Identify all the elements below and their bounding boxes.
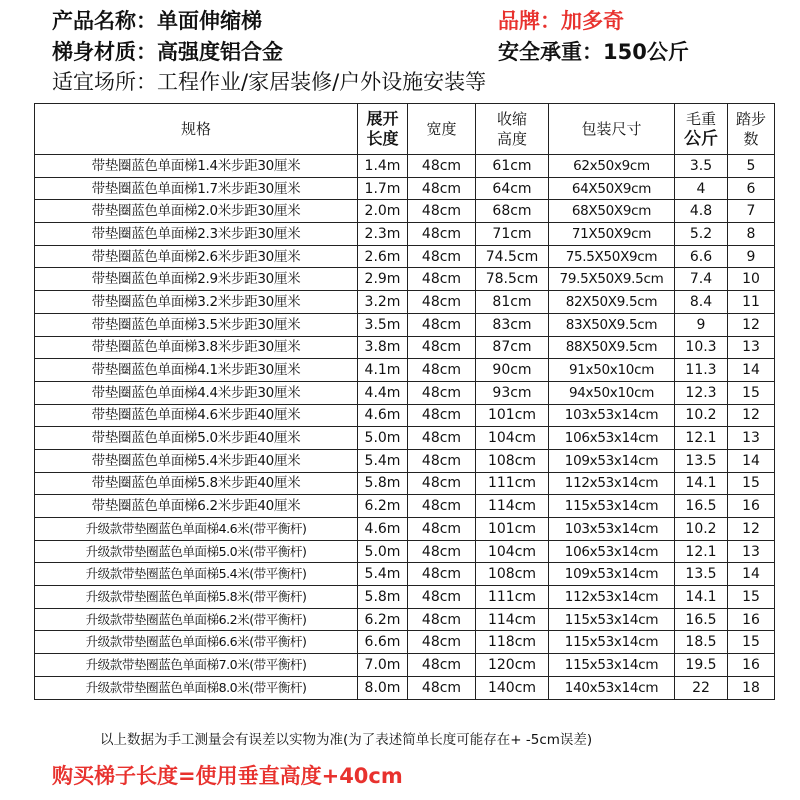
- header-steps: 踏步 数: [728, 104, 775, 155]
- cell-retracted-height: 78.5cm: [476, 268, 549, 291]
- cell-retracted-height: 71cm: [476, 223, 549, 246]
- cell-package-size: 82X50X9.5cm: [549, 291, 675, 314]
- cell-package-size: 106x53x14cm: [549, 427, 675, 450]
- cell-package-size: 140x53x14cm: [549, 676, 675, 699]
- cell-width: 48cm: [408, 268, 476, 291]
- cell-extended-length: 3.8m: [358, 336, 408, 359]
- cell-package-size: 79.5X50X9.5cm: [549, 268, 675, 291]
- table-row: [35, 540, 775, 563]
- cell-steps: 13: [728, 540, 775, 563]
- cell-steps: 16: [728, 654, 775, 677]
- cell-package-size: 115x53x14cm: [549, 654, 675, 677]
- cell-gross-weight: 3.5: [675, 155, 728, 178]
- table-row: [35, 472, 775, 495]
- cell-width: 48cm: [408, 563, 476, 586]
- cell-spec: 带垫圈蓝色单面梯5.0米步距40厘米: [35, 427, 358, 450]
- table-row: [35, 404, 775, 427]
- cell-spec: 带垫圈蓝色单面梯5.8米步距40厘米: [35, 472, 358, 495]
- cell-steps: 16: [728, 495, 775, 518]
- cell-steps: 15: [728, 381, 775, 404]
- cell-gross-weight: 10.2: [675, 404, 728, 427]
- cell-extended-length: 4.6m: [358, 404, 408, 427]
- cell-spec: 带垫圈蓝色单面梯3.2米步距30厘米: [35, 291, 358, 314]
- cell-gross-weight: 9: [675, 313, 728, 336]
- table-header-row: [35, 104, 775, 155]
- cell-width: 48cm: [408, 449, 476, 472]
- cell-extended-length: 6.6m: [358, 631, 408, 654]
- cell-spec: 升级款带垫圈蓝色单面梯5.4米(带平衡杆): [35, 563, 358, 586]
- cell-extended-length: 3.5m: [358, 313, 408, 336]
- cell-spec: 升级款带垫圈蓝色单面梯7.0米(带平衡杆): [35, 654, 358, 677]
- table-row: [35, 359, 775, 382]
- cell-steps: 5: [728, 155, 775, 178]
- cell-retracted-height: 114cm: [476, 495, 549, 518]
- cell-gross-weight: 11.3: [675, 359, 728, 382]
- cell-retracted-height: 87cm: [476, 336, 549, 359]
- cell-gross-weight: 18.5: [675, 631, 728, 654]
- cell-extended-length: 4.1m: [358, 359, 408, 382]
- buying-tip: 购买梯子长度=使用垂直高度+40cm: [52, 764, 403, 788]
- cell-width: 48cm: [408, 586, 476, 609]
- cell-retracted-height: 140cm: [476, 676, 549, 699]
- cell-spec: 带垫圈蓝色单面梯1.7米步距30厘米: [35, 177, 358, 200]
- cell-gross-weight: 5.2: [675, 223, 728, 246]
- cell-width: 48cm: [408, 223, 476, 246]
- cell-extended-length: 6.2m: [358, 608, 408, 631]
- cell-package-size: 64X50X9cm: [549, 177, 675, 200]
- cell-steps: 14: [728, 563, 775, 586]
- table-row: [35, 381, 775, 404]
- cell-steps: 7: [728, 200, 775, 223]
- table-row: [35, 336, 775, 359]
- cell-gross-weight: 16.5: [675, 495, 728, 518]
- usage-scenarios: 适宜场所：工程作业/家居装修/户外设施安装等: [52, 70, 487, 94]
- cell-package-size: 115x53x14cm: [549, 631, 675, 654]
- cell-extended-length: 5.0m: [358, 540, 408, 563]
- table-row: [35, 291, 775, 314]
- cell-package-size: 103x53x14cm: [549, 404, 675, 427]
- cell-gross-weight: 22: [675, 676, 728, 699]
- cell-width: 48cm: [408, 313, 476, 336]
- cell-steps: 15: [728, 586, 775, 609]
- table-row: [35, 563, 775, 586]
- cell-retracted-height: 83cm: [476, 313, 549, 336]
- cell-retracted-height: 108cm: [476, 563, 549, 586]
- cell-width: 48cm: [408, 245, 476, 268]
- cell-steps: 11: [728, 291, 775, 314]
- cell-spec: 带垫圈蓝色单面梯3.5米步距30厘米: [35, 313, 358, 336]
- cell-retracted-height: 101cm: [476, 404, 549, 427]
- table-row: [35, 223, 775, 246]
- cell-gross-weight: 12.1: [675, 427, 728, 450]
- cell-width: 48cm: [408, 608, 476, 631]
- cell-gross-weight: 14.1: [675, 586, 728, 609]
- load-capacity: 安全承重：150公斤: [498, 40, 689, 64]
- table-row: [35, 155, 775, 178]
- table-row: [35, 245, 775, 268]
- cell-spec: 带垫圈蓝色单面梯1.4米步距30厘米: [35, 155, 358, 178]
- header-spec: 规格: [35, 104, 358, 155]
- cell-steps: 13: [728, 427, 775, 450]
- header-extended-length: 展开 长度: [358, 104, 408, 155]
- cell-steps: 13: [728, 336, 775, 359]
- table-row: [35, 518, 775, 541]
- cell-package-size: 94x50x10cm: [549, 381, 675, 404]
- table-row: [35, 586, 775, 609]
- table-row: [35, 313, 775, 336]
- cell-steps: 18: [728, 676, 775, 699]
- table-row: [35, 268, 775, 291]
- brand: 品牌：加多奇: [498, 9, 624, 33]
- cell-package-size: 115x53x14cm: [549, 608, 675, 631]
- cell-spec: 带垫圈蓝色单面梯2.6米步距30厘米: [35, 245, 358, 268]
- cell-width: 48cm: [408, 472, 476, 495]
- table-row: [35, 427, 775, 450]
- cell-retracted-height: 111cm: [476, 472, 549, 495]
- cell-gross-weight: 4: [675, 177, 728, 200]
- header-package-size: 包装尺寸: [549, 104, 675, 155]
- cell-extended-length: 8.0m: [358, 676, 408, 699]
- cell-spec: 带垫圈蓝色单面梯4.6米步距40厘米: [35, 404, 358, 427]
- cell-extended-length: 5.0m: [358, 427, 408, 450]
- table-row: [35, 200, 775, 223]
- cell-retracted-height: 104cm: [476, 540, 549, 563]
- table-row: [35, 654, 775, 677]
- cell-package-size: 68X50X9cm: [549, 200, 675, 223]
- cell-spec: 升级款带垫圈蓝色单面梯5.0米(带平衡杆): [35, 540, 358, 563]
- cell-spec: 带垫圈蓝色单面梯5.4米步距40厘米: [35, 449, 358, 472]
- cell-steps: 12: [728, 518, 775, 541]
- cell-spec: 升级款带垫圈蓝色单面梯6.2米(带平衡杆): [35, 608, 358, 631]
- cell-gross-weight: 8.4: [675, 291, 728, 314]
- cell-gross-weight: 10.3: [675, 336, 728, 359]
- cell-extended-length: 6.2m: [358, 495, 408, 518]
- cell-gross-weight: 6.6: [675, 245, 728, 268]
- cell-retracted-height: 101cm: [476, 518, 549, 541]
- cell-package-size: 103x53x14cm: [549, 518, 675, 541]
- cell-spec: 带垫圈蓝色单面梯6.2米步距40厘米: [35, 495, 358, 518]
- table-row: [35, 631, 775, 654]
- cell-steps: 8: [728, 223, 775, 246]
- cell-package-size: 62x50x9cm: [549, 155, 675, 178]
- cell-spec: 升级款带垫圈蓝色单面梯6.6米(带平衡杆): [35, 631, 358, 654]
- cell-package-size: 71X50X9cm: [549, 223, 675, 246]
- cell-extended-length: 2.9m: [358, 268, 408, 291]
- cell-gross-weight: 4.8: [675, 200, 728, 223]
- cell-extended-length: 5.4m: [358, 563, 408, 586]
- cell-package-size: 112x53x14cm: [549, 586, 675, 609]
- cell-gross-weight: 10.2: [675, 518, 728, 541]
- material: 梯身材质：高强度铝合金: [52, 40, 283, 64]
- cell-extended-length: 7.0m: [358, 654, 408, 677]
- cell-steps: 9: [728, 245, 775, 268]
- cell-gross-weight: 13.5: [675, 563, 728, 586]
- cell-package-size: 115x53x14cm: [549, 495, 675, 518]
- cell-gross-weight: 19.5: [675, 654, 728, 677]
- cell-extended-length: 5.8m: [358, 472, 408, 495]
- cell-steps: 6: [728, 177, 775, 200]
- cell-steps: 15: [728, 631, 775, 654]
- cell-spec: 带垫圈蓝色单面梯2.3米步距30厘米: [35, 223, 358, 246]
- cell-width: 48cm: [408, 177, 476, 200]
- table-row: [35, 449, 775, 472]
- cell-retracted-height: 104cm: [476, 427, 549, 450]
- cell-retracted-height: 81cm: [476, 291, 549, 314]
- cell-width: 48cm: [408, 200, 476, 223]
- cell-width: 48cm: [408, 495, 476, 518]
- cell-width: 48cm: [408, 631, 476, 654]
- cell-width: 48cm: [408, 381, 476, 404]
- cell-width: 48cm: [408, 518, 476, 541]
- cell-extended-length: 2.6m: [358, 245, 408, 268]
- cell-retracted-height: 61cm: [476, 155, 549, 178]
- cell-gross-weight: 12.1: [675, 540, 728, 563]
- cell-steps: 12: [728, 313, 775, 336]
- table-body: [35, 155, 775, 700]
- cell-retracted-height: 120cm: [476, 654, 549, 677]
- cell-extended-length: 4.4m: [358, 381, 408, 404]
- cell-retracted-height: 68cm: [476, 200, 549, 223]
- cell-spec: 带垫圈蓝色单面梯2.0米步距30厘米: [35, 200, 358, 223]
- cell-gross-weight: 12.3: [675, 381, 728, 404]
- cell-extended-length: 2.0m: [358, 200, 408, 223]
- cell-extended-length: 2.3m: [358, 223, 408, 246]
- cell-package-size: 88X50X9.5cm: [549, 336, 675, 359]
- cell-width: 48cm: [408, 676, 476, 699]
- cell-gross-weight: 14.1: [675, 472, 728, 495]
- cell-retracted-height: 111cm: [476, 586, 549, 609]
- cell-width: 48cm: [408, 427, 476, 450]
- cell-extended-length: 1.4m: [358, 155, 408, 178]
- table-row: [35, 608, 775, 631]
- cell-width: 48cm: [408, 336, 476, 359]
- cell-package-size: 112x53x14cm: [549, 472, 675, 495]
- product-name: 产品名称：单面伸缩梯: [52, 9, 262, 33]
- cell-package-size: 75.5X50X9cm: [549, 245, 675, 268]
- measurement-note: 以上数据为手工测量会有误差以实物为准(为了表述简单长度可能存在+ -5cm误差): [100, 732, 593, 748]
- cell-spec: 带垫圈蓝色单面梯4.4米步距30厘米: [35, 381, 358, 404]
- cell-retracted-height: 93cm: [476, 381, 549, 404]
- table-row: [35, 676, 775, 699]
- header-retracted-height: 收缩 高度: [476, 104, 549, 155]
- cell-steps: 16: [728, 608, 775, 631]
- cell-package-size: 109x53x14cm: [549, 449, 675, 472]
- cell-steps: 14: [728, 359, 775, 382]
- cell-spec: 带垫圈蓝色单面梯2.9米步距30厘米: [35, 268, 358, 291]
- header-gross-weight: 毛重 公斤: [675, 104, 728, 155]
- cell-spec: 升级款带垫圈蓝色单面梯8.0米(带平衡杆): [35, 676, 358, 699]
- cell-steps: 15: [728, 472, 775, 495]
- cell-steps: 10: [728, 268, 775, 291]
- cell-retracted-height: 114cm: [476, 608, 549, 631]
- cell-extended-length: 5.8m: [358, 586, 408, 609]
- cell-retracted-height: 90cm: [476, 359, 549, 382]
- cell-package-size: 109x53x14cm: [549, 563, 675, 586]
- cell-retracted-height: 108cm: [476, 449, 549, 472]
- cell-steps: 12: [728, 404, 775, 427]
- cell-extended-length: 4.6m: [358, 518, 408, 541]
- cell-width: 48cm: [408, 359, 476, 382]
- cell-retracted-height: 64cm: [476, 177, 549, 200]
- cell-steps: 14: [728, 449, 775, 472]
- table-row: [35, 495, 775, 518]
- cell-retracted-height: 118cm: [476, 631, 549, 654]
- cell-width: 48cm: [408, 540, 476, 563]
- cell-width: 48cm: [408, 404, 476, 427]
- spec-table: [34, 103, 775, 700]
- cell-gross-weight: 13.5: [675, 449, 728, 472]
- cell-extended-length: 1.7m: [358, 177, 408, 200]
- cell-spec: 升级款带垫圈蓝色单面梯5.8米(带平衡杆): [35, 586, 358, 609]
- cell-spec: 升级款带垫圈蓝色单面梯4.6米(带平衡杆): [35, 518, 358, 541]
- cell-spec: 带垫圈蓝色单面梯3.8米步距30厘米: [35, 336, 358, 359]
- cell-spec: 带垫圈蓝色单面梯4.1米步距30厘米: [35, 359, 358, 382]
- cell-package-size: 91x50x10cm: [549, 359, 675, 382]
- cell-gross-weight: 7.4: [675, 268, 728, 291]
- table-row: [35, 177, 775, 200]
- cell-extended-length: 5.4m: [358, 449, 408, 472]
- header-width: 宽度: [408, 104, 476, 155]
- cell-package-size: 106x53x14cm: [549, 540, 675, 563]
- cell-width: 48cm: [408, 654, 476, 677]
- cell-package-size: 83X50X9.5cm: [549, 313, 675, 336]
- cell-retracted-height: 74.5cm: [476, 245, 549, 268]
- cell-gross-weight: 16.5: [675, 608, 728, 631]
- cell-width: 48cm: [408, 291, 476, 314]
- cell-extended-length: 3.2m: [358, 291, 408, 314]
- cell-width: 48cm: [408, 155, 476, 178]
